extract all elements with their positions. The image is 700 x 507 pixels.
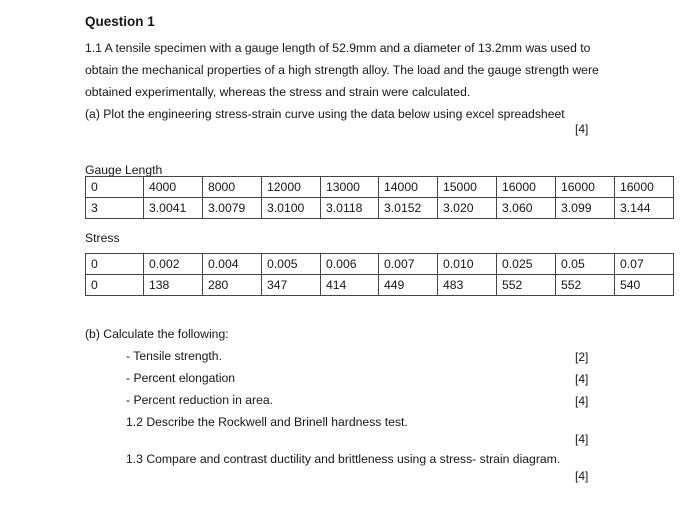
table-cell: 16000 bbox=[556, 177, 615, 198]
table-cell: 540 bbox=[615, 275, 674, 296]
gauge-length-label: Gauge Length bbox=[85, 163, 163, 177]
table-cell: 3.0079 bbox=[203, 198, 262, 219]
table-cell: 449 bbox=[379, 275, 438, 296]
part-b-heading: (b) Calculate the following: bbox=[85, 327, 229, 341]
intro-line: 1.1 A tensile specimen with a gauge length of 52.9mm and a diameter of 13.2mm was used to bbox=[85, 41, 591, 55]
part-b-item: - Percent reduction in area. bbox=[126, 393, 274, 407]
part-b-item: - Percent elongation bbox=[126, 371, 236, 385]
question-1-3-marks: [4] bbox=[575, 469, 589, 483]
table-cell: 3.099 bbox=[556, 198, 615, 219]
table-cell: 280 bbox=[203, 275, 262, 296]
table-cell: 0 bbox=[86, 177, 144, 198]
table-row bbox=[86, 275, 674, 296]
table-cell: 8000 bbox=[203, 177, 262, 198]
item-marks: [4] bbox=[575, 394, 589, 408]
table-cell: 0.005 bbox=[262, 254, 321, 275]
question-1-3: 1.3 Compare and contrast ductility and brittleness using a stress- strain diagram. bbox=[126, 452, 561, 466]
table-cell: 4000 bbox=[144, 177, 203, 198]
part-b-item: - Tensile strength. bbox=[126, 349, 222, 363]
table-cell: 483 bbox=[438, 275, 497, 296]
question-intro bbox=[85, 37, 645, 125]
table-cell: 14000 bbox=[379, 177, 438, 198]
part-a-text: (a) Plot the engineering stress-strain curve using the data below using excel spreadsheet bbox=[85, 107, 565, 121]
table-cell: 0.010 bbox=[438, 254, 497, 275]
table-cell: 0.007 bbox=[379, 254, 438, 275]
table-cell: 0.025 bbox=[497, 254, 556, 275]
intro-line: obtained experimentally, whereas the stress and strain were calculated. bbox=[85, 85, 471, 99]
item-marks: [4] bbox=[575, 372, 589, 386]
question-1-2: 1.2 Describe the Rockwell and Brinell hardness test. bbox=[126, 415, 408, 429]
table-cell: 3.144 bbox=[615, 198, 674, 219]
question-1-2-marks: [4] bbox=[575, 432, 589, 446]
table-row bbox=[86, 177, 674, 198]
table-cell: 138 bbox=[144, 275, 203, 296]
table-cell: 0.07 bbox=[615, 254, 674, 275]
table-cell: 0.006 bbox=[321, 254, 379, 275]
table-cell: 0 bbox=[86, 254, 144, 275]
stress-table bbox=[85, 253, 674, 296]
stress-label: Stress bbox=[85, 231, 120, 245]
table-cell: 3.0041 bbox=[144, 198, 203, 219]
table-cell: 0.002 bbox=[144, 254, 203, 275]
table-cell: 0.05 bbox=[556, 254, 615, 275]
question-title: Question 1 bbox=[85, 14, 155, 29]
table-cell: 3 bbox=[86, 198, 144, 219]
table-cell: 0 bbox=[86, 275, 144, 296]
table-cell: 552 bbox=[556, 275, 615, 296]
part-a-marks: [4] bbox=[575, 122, 589, 136]
table-cell: 16000 bbox=[497, 177, 556, 198]
item-marks: [2] bbox=[575, 350, 589, 364]
gauge-length-table bbox=[85, 176, 674, 219]
intro-line: obtain the mechanical properties of a high strength alloy. The load and the gauge strength were bbox=[85, 63, 599, 77]
table-row bbox=[86, 198, 674, 219]
table-cell: 3.0152 bbox=[379, 198, 438, 219]
table-row bbox=[86, 254, 674, 275]
table-cell: 0.004 bbox=[203, 254, 262, 275]
table-cell: 347 bbox=[262, 275, 321, 296]
table-cell: 3.060 bbox=[497, 198, 556, 219]
table-cell: 15000 bbox=[438, 177, 497, 198]
table-cell: 3.0118 bbox=[321, 198, 379, 219]
table-cell: 552 bbox=[497, 275, 556, 296]
table-cell: 3.020 bbox=[438, 198, 497, 219]
table-cell: 13000 bbox=[321, 177, 379, 198]
table-cell: 414 bbox=[321, 275, 379, 296]
table-cell: 16000 bbox=[615, 177, 674, 198]
table-cell: 3.0100 bbox=[262, 198, 321, 219]
table-cell: 12000 bbox=[262, 177, 321, 198]
